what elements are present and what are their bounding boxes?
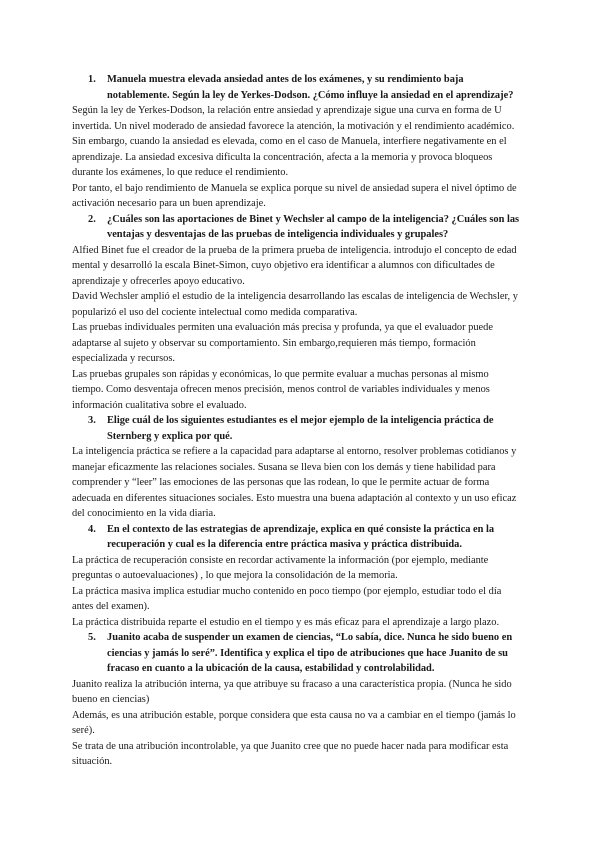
answer-paragraph: Sin embargo, cuando la ansiedad es elevada, como en el caso de Manuela, interfiere negativamente en el aprendizaje. La ansiedad excesiva dificulta la concentración, afecta a la memoria y provoca bloqueos durante los exámenes, lo que reduce el rendimiento. — [72, 136, 507, 178]
section-2 — [72, 212, 520, 414]
question-number: 2. — [88, 213, 96, 225]
section-4 — [72, 522, 520, 631]
answer-paragraph: Las pruebas grupales son rápidas y económicas, lo que permite evaluar a muchas personas al mismo tiempo. Como desventaja ofrecen menos precisión, menos control de variables individuales y menos información cualitativa sobre el evaluado. — [72, 368, 490, 411]
question-number: 5. — [88, 632, 96, 643]
section-1 — [72, 72, 520, 212]
question-number: 4. — [88, 523, 96, 535]
answer-paragraph: Juanito realiza la atribución interna, ya que atribuye su fracaso a una característica propia. (Nunca he sido bueno en ciencias) — [72, 678, 512, 705]
answer-paragraph: Se trata de una atribución incontrolable, ya que Juanito cree que no puede hacer nada para modificar esta situación. — [72, 740, 509, 767]
question-text: Juanito acaba de suspender un examen de ciencias, “Lo sabía, dice. Nunca he sido bueno en ciencias y jamás lo seré”. Identifica y explica el tipo de atribuciones que hace Juanito de su fracaso en cuanto a la ubicación de la causa, estabilidad y controlabilidad. — [107, 632, 513, 674]
question-text: ¿Cuáles son las aportaciones de Binet y Wechsler al campo de la inteligencia? ¿Cuáles son las ventajas y desventajas de las pruebas de inteligencia individuales y grupales? — [107, 213, 520, 240]
answer-paragraph: La práctica distribuida reparte el estudio en el tiempo y es más eficaz para el aprendizaje a largo plazo. — [72, 616, 500, 628]
question-4 — [72, 522, 520, 553]
question-1 — [72, 72, 520, 103]
question-number: 1. — [88, 74, 96, 85]
question-number: 3. — [88, 415, 96, 426]
answer-paragraph: Además, es una atribución estable, porque considera que esta causa no va a cambiar en el tiempo (jamás lo seré). — [72, 709, 516, 736]
answer-paragraph: La inteligencia práctica se refiere a la capacidad para adaptarse al entorno, resolver problemas cotidianos y manejar eficazmente las relaciones sociales. Susana se lleva bien con los demás y tiene habilidad para comprender y “leer” las emociones de las personas que las rodean, lo que le permite actuar de forma adecuada en diferentes situaciones sociales. Esto muestra una buena adaptación al contexto y un uso eficaz del conocimiento en la vida diaria. — [72, 446, 517, 519]
answer-paragraph: David Wechsler amplió el estudio de la inteligencia desarrollando las escalas de inteligencia de Wechsler, y popularizó el uso del cociente intelectual como medida comparativa. — [72, 291, 518, 318]
answer-paragraph: Por tanto, el bajo rendimiento de Manuela se explica porque su nivel de ansiedad supera el nivel óptimo de activación necesario para un buen aprendizaje. — [72, 182, 517, 209]
question-text: Manuela muestra elevada ansiedad antes de los exámenes, y su rendimiento baja notablemente. Según la ley de Yerkes-Dodson. ¿Cómo influye la ansiedad en el aprendizaje? — [107, 74, 514, 101]
question-2 — [72, 212, 520, 243]
answer-paragraph: Alfied Binet fue el creador de la prueba de la primera prueba de inteligencia. introdujo el concepto de edad mental y desarrolló la escala Binet-Simon, cuyo objetivo era identificar a alumnos con dificultades de aprendizaje y ofrecerles apoyo educativo. — [72, 244, 517, 287]
answer-paragraph: La práctica de recuperación consiste en recordar activamente la información (por ejemplo, mediante preguntas o autoevaluaciones) , lo que mejora la consolidación de la memoria. — [72, 554, 489, 581]
question-text: Elige cuál de los siguientes estudiantes es el mejor ejemplo de la inteligencia práctica de Sternberg y explica por qué. — [107, 415, 494, 442]
section-5 — [72, 630, 520, 770]
answer-paragraph: La práctica masiva implica estudiar mucho contenido en poco tiempo (por ejemplo, estudiar todo el día antes del examen). — [72, 585, 502, 612]
section-3 — [72, 413, 520, 522]
answer-paragraph: Las pruebas individuales permiten una evaluación más precisa y profunda, ya que el evaluador puede adaptarse al sujeto y observar su comportamiento. Sin embargo,requieren más tiempo, formación especializada y recursos. — [72, 322, 493, 364]
question-5 — [72, 630, 520, 677]
answer-paragraph: Según la ley de Yerkes-Dodson, la relación entre ansiedad y aprendizaje sigue una curva en forma de U invertida. Un nivel moderado de ansiedad favorece la atención, la motivación y el rendimiento académico. — [72, 105, 515, 132]
question-3 — [72, 413, 520, 444]
question-text: En el contexto de las estrategias de aprendizaje, explica en qué consiste la práctica en la recuperación y cual es la diferencia entre práctica masiva y práctica distribuida. — [107, 523, 495, 550]
